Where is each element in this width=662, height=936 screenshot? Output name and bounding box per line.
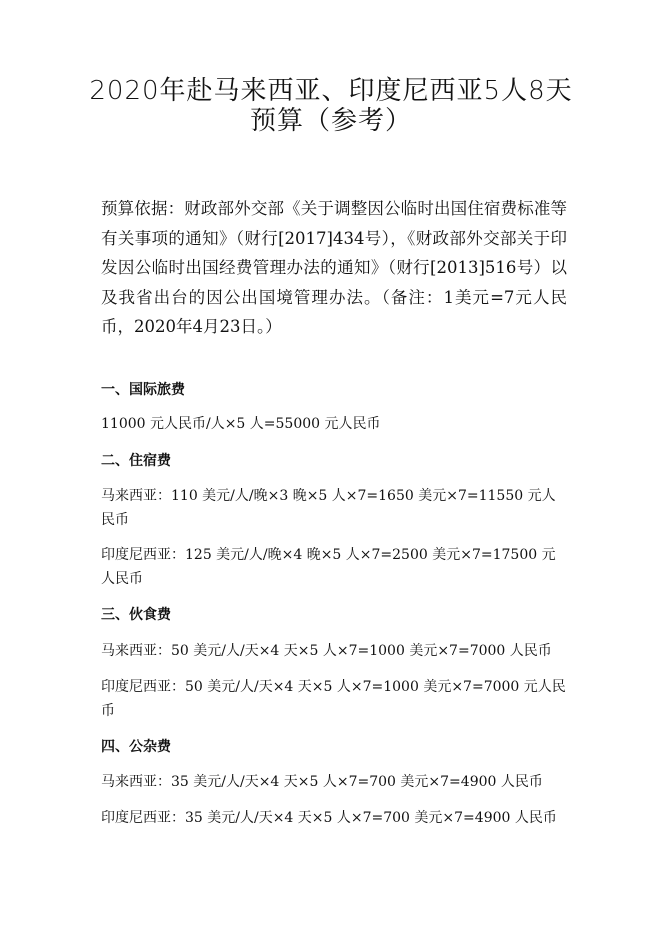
section-heading-international-travel: 一、国际旅费	[101, 382, 185, 398]
budget-basis-paragraph: 预算依据：财政部外交部《关于调整因公临时出国住宿费标准等有关事项的通知》（财行[2017]434号），《财政部外交部关于印发因公临时出国经费管理办法的通知》（财行[2013]516号）以及我省出台的因公出国境管理办法。（备注：1美元=7元人民币，2020年4月23日。）	[101, 199, 567, 336]
document-title	[60, 76, 602, 136]
misc-indonesia-line: 印度尼西亚：35 美元/人/天×4 天×5 人×7=700 美元×7=4900 人民币	[101, 810, 557, 826]
misc-malaysia-line: 马来西亚：35 美元/人/天×4 天×5 人×7=700 美元×7=4900 人民币	[101, 774, 543, 790]
section-heading-meals: 三、伙食费	[101, 607, 171, 623]
international-travel-line: 11000 元人民币/人×5 人=55000 元人民币	[101, 416, 381, 432]
accommodation-indonesia-line: 印度尼西亚：125 美元/人/晚×4 晚×5 人×7=2500 美元×7=17500 元人民币	[101, 547, 556, 587]
section-heading-miscellaneous: 四、公杂费	[101, 739, 171, 755]
meals-indonesia-line: 印度尼西亚：50 美元/人/天×4 天×5 人×7=1000 美元×7=7000 元人民币	[101, 679, 566, 719]
title-line-2: 预算（参考）	[249, 106, 412, 136]
section-heading-accommodation: 二、住宿费	[101, 453, 171, 469]
meals-malaysia-line: 马来西亚：50 美元/人/天×4 天×5 人×7=1000 美元×7=7000 人民币	[101, 643, 552, 659]
accommodation-malaysia-line: 马来西亚：110 美元/人/晚×3 晚×5 人×7=1650 美元×7=11550 元人民币	[101, 488, 556, 528]
title-line-1: 2020年赴马来西亚、印度尼西亚5人8天	[89, 76, 573, 106]
